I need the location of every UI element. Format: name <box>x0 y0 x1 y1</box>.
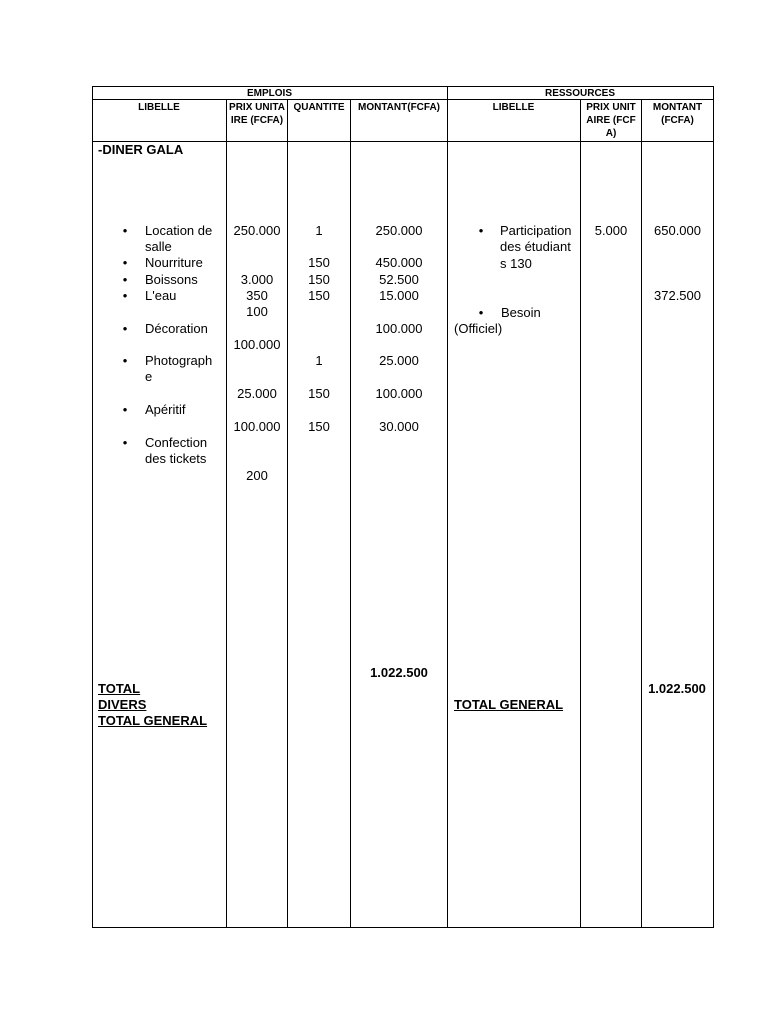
col-divider-1 <box>226 99 227 928</box>
col-divider-main <box>447 86 448 928</box>
col-montant-r-header: MONTANT (FCFA) <box>652 102 703 126</box>
section-title: -DINER GALA <box>98 142 184 157</box>
bullet: • <box>122 255 128 270</box>
montant-photographe: 25.000 <box>379 353 419 368</box>
ressource-total-general-value: 1.022.500 <box>648 681 706 696</box>
total-value: 1.022.500 <box>370 665 428 680</box>
col-montant-header: MONTANT(FCFA) <box>357 102 441 113</box>
divers-label: DIVERS <box>98 697 147 712</box>
bullet: • <box>122 288 128 303</box>
prix-location: 250.000 <box>233 223 281 238</box>
qte-location: 1 <box>315 223 323 238</box>
ressource-montant-2: 372.500 <box>654 288 701 303</box>
ressource-montant-1: 650.000 <box>654 223 701 238</box>
bullet: • <box>122 402 128 417</box>
ressource-total-general-label: TOTAL GENERAL <box>454 697 564 712</box>
prix-item: 100 <box>246 304 268 319</box>
montant-eau: 15.000 <box>379 288 419 303</box>
total-label: TOTAL <box>98 681 141 696</box>
qte-eau: 150 <box>308 288 330 303</box>
ressource-besoin: Besoin (Officiel) <box>454 305 541 337</box>
prix-eau: 350 <box>246 288 268 303</box>
ressources-header: RESSOURCES <box>544 88 615 99</box>
item-boissons: Boissons <box>145 272 198 287</box>
item-nourriture: Nourriture <box>145 255 203 270</box>
bullet: • <box>122 272 128 287</box>
bullet: • <box>478 223 484 238</box>
border-left <box>92 86 93 928</box>
qte-nourriture: 150 <box>308 255 330 270</box>
total-general-label: TOTAL GENERAL <box>98 713 208 728</box>
montant-location: 250.000 <box>375 223 423 238</box>
bullet: • <box>122 223 128 238</box>
col-libelle-header: LIBELLE <box>138 102 180 113</box>
item-aperitif: Apéritif <box>145 402 186 417</box>
prix-photographe: 25.000 <box>237 386 277 401</box>
montant-tickets: 30.000 <box>379 419 419 434</box>
item-eau: L'eau <box>145 288 177 303</box>
ressource-prix-1: 5.000 <box>594 223 628 238</box>
bullet: • <box>122 353 128 368</box>
item-decoration: Décoration <box>145 321 208 336</box>
item-photographe: Photographe <box>145 353 213 385</box>
qte-photographe: 1 <box>315 353 323 368</box>
border-bottom <box>92 927 714 928</box>
qte-aperitif: 150 <box>308 386 330 401</box>
col-libelle-r-header: LIBELLE <box>492 102 535 113</box>
montant-boissons: 52.500 <box>379 272 419 287</box>
col-prix-header: PRIX UNITAIRE (FCFA) <box>229 102 285 126</box>
prix-aperitif: 100.000 <box>233 419 281 434</box>
montant-aperitif: 100.000 <box>375 386 423 401</box>
qte-boissons: 150 <box>308 272 330 287</box>
border-right <box>713 86 714 928</box>
prix-tickets: 200 <box>246 468 268 483</box>
bullet: • <box>122 435 128 450</box>
item-tickets: Confection des tickets <box>145 435 208 467</box>
item-location: Location de salle <box>145 223 213 255</box>
prix-decoration: 100.000 <box>233 337 281 352</box>
montant-decoration: 100.000 <box>375 321 423 336</box>
col-prix-r-header: PRIX UNITAIRE (FCFA) <box>586 102 636 139</box>
bullet: • <box>122 321 128 336</box>
montant-nourriture: 450.000 <box>375 255 423 270</box>
prix-boissons: 3.000 <box>240 272 274 287</box>
bullet: • <box>478 305 484 320</box>
col-quantite-header: QUANTITE <box>293 102 345 113</box>
header-bottom <box>92 141 714 142</box>
emplois-header: EMPLOIS <box>246 88 292 99</box>
qte-tickets: 150 <box>308 419 330 434</box>
ressource-participation: Participation des étudiants 130 <box>500 223 572 271</box>
